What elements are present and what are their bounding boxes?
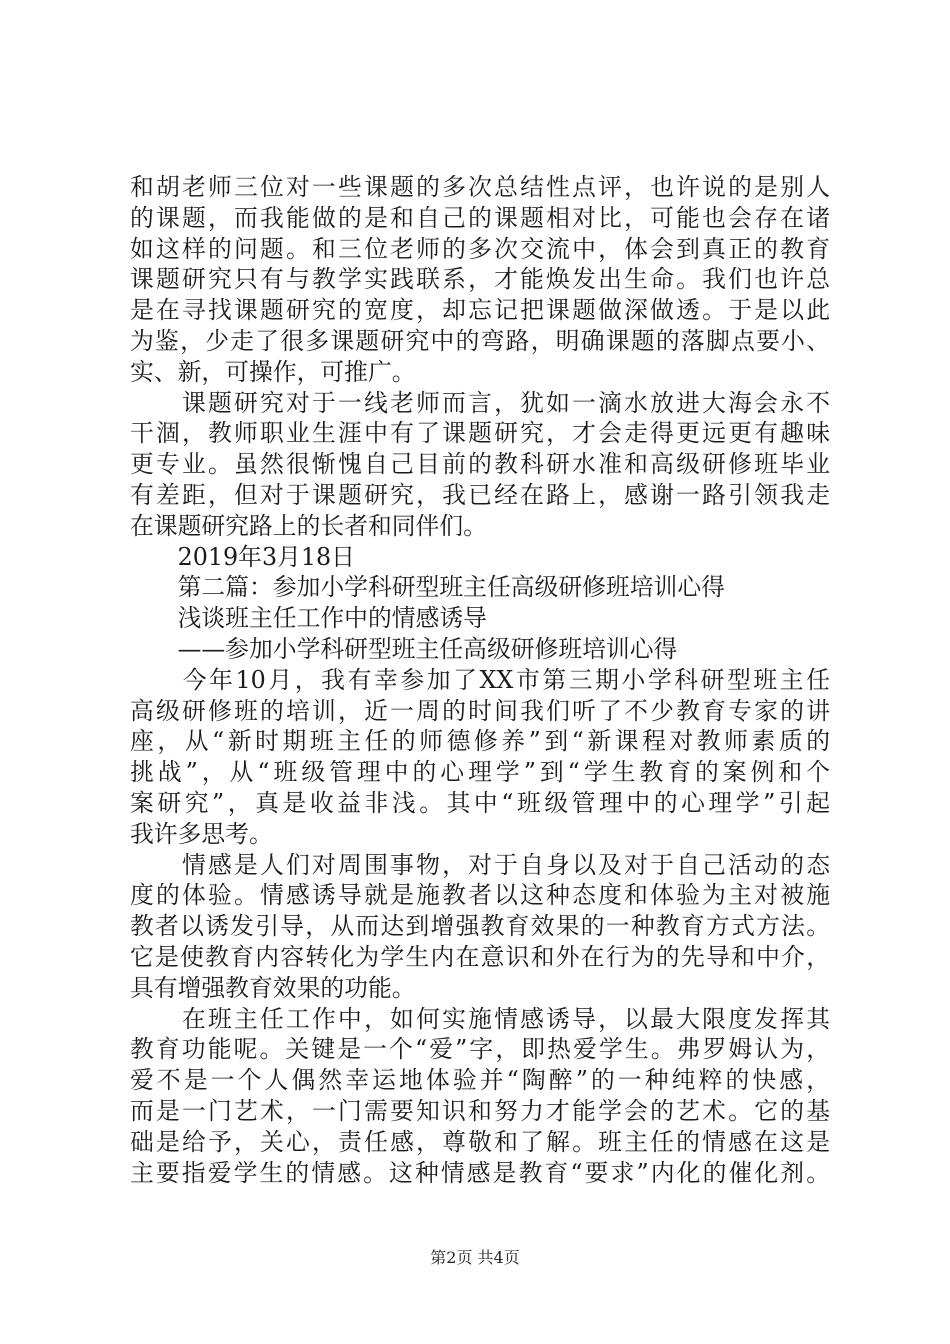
text-line: 今年10月，我有幸参加了XX市第三期小学科研型班主任 — [130, 665, 830, 694]
text-line: 具有增强教育效果的功能。 — [130, 973, 416, 1002]
text-line: 度的体验。情感诱导就是施教者以这种态度和体验为主对被施 — [130, 881, 830, 910]
text-line: 在班主任工作中，如何实施情感诱导，以最大限度发挥其 — [130, 1004, 830, 1033]
text-line: 第二篇：参加小学科研型班主任高级研修班培训心得 — [130, 573, 725, 602]
text-line: 的课题，而我能做的是和自己的课题相对比，可能也会存在诸 — [130, 203, 830, 232]
text-line: 爱不是一个人偶然幸运地体验并“陶醉”的一种纯粹的快感， — [130, 1066, 830, 1095]
text-line: 主要指爱学生的情感。这种情感是教育“要求”内化的催化剂。 — [130, 1158, 830, 1187]
text-line: 它是使教育内容转化为学生内在意识和外在行为的先导和中介， — [130, 942, 830, 971]
text-line: 有差距，但对于课题研究，我已经在路上，感谢一路引领我走 — [130, 480, 830, 509]
page-footer: 第2页 共4页 — [430, 1248, 520, 1267]
text-line: 实、新，可操作，可推广。 — [130, 357, 416, 386]
text-line: 教者以诱发引导，从而达到增强教育效果的一种教育方式方法。 — [130, 912, 830, 941]
text-line: 教育功能呢。关键是一个“爱”字，即热爱学生。弗罗姆认为， — [130, 1035, 830, 1064]
text-line: 是在寻找课题研究的宽度，却忘记把课题做深做透。于是以此 — [130, 296, 830, 325]
text-line: 2019年3月18日 — [130, 542, 355, 571]
text-line: 而是一门艺术，一门需要知识和努力才能学会的艺术。它的基 — [130, 1096, 830, 1125]
text-line: 座，从“新时期班主任的师德修养”到“新课程对教师素质的 — [130, 727, 830, 756]
text-line: 课题研究只有与教学实践联系，才能焕发出生命。我们也许总 — [130, 265, 830, 294]
document-body — [130, 172, 830, 1188]
text-line: 础是给予，关心，责任感，尊敬和了解。班主任的情感在这是 — [130, 1127, 830, 1156]
text-line: 为鉴，少走了很多课题研究中的弯路，明确课题的落脚点要小、 — [130, 326, 830, 355]
text-line: 我许多思考。 — [130, 819, 273, 848]
text-line: 干涸，教师职业生涯中有了课题研究，才会走得更远更有趣味 — [130, 419, 830, 448]
text-line: 情感是人们对周围事物，对于自身以及对于自己活动的态 — [130, 850, 830, 879]
text-line: 和胡老师三位对一些课题的多次总结性点评，也许说的是别人 — [130, 173, 830, 201]
text-line: 如这样的问题。和三位老师的多次交流中，体会到真正的教育 — [130, 234, 830, 263]
text-line: 浅谈班主任工作中的情感诱导 — [130, 604, 487, 633]
text-line: 更专业。虽然很惭愧自己目前的教科研水准和高级研修班毕业 — [130, 450, 830, 479]
text-line: 挑战”，从“班级管理中的心理学”到“学生教育的案例和个 — [130, 758, 830, 787]
text-line: 高级研修班的培训，近一周的时间我们听了不少教育专家的讲 — [130, 696, 830, 725]
text-line: 在课题研究路上的长者和同伴们。 — [130, 511, 487, 540]
text-line: ——参加小学科研型班主任高级研修班培训心得 — [130, 634, 678, 663]
text-line: 案研究”，真是收益非浅。其中“班级管理中的心理学”引起 — [130, 788, 830, 817]
text-line: 课题研究对于一线老师而言，犹如一滴水放进大海会永不 — [130, 388, 830, 417]
